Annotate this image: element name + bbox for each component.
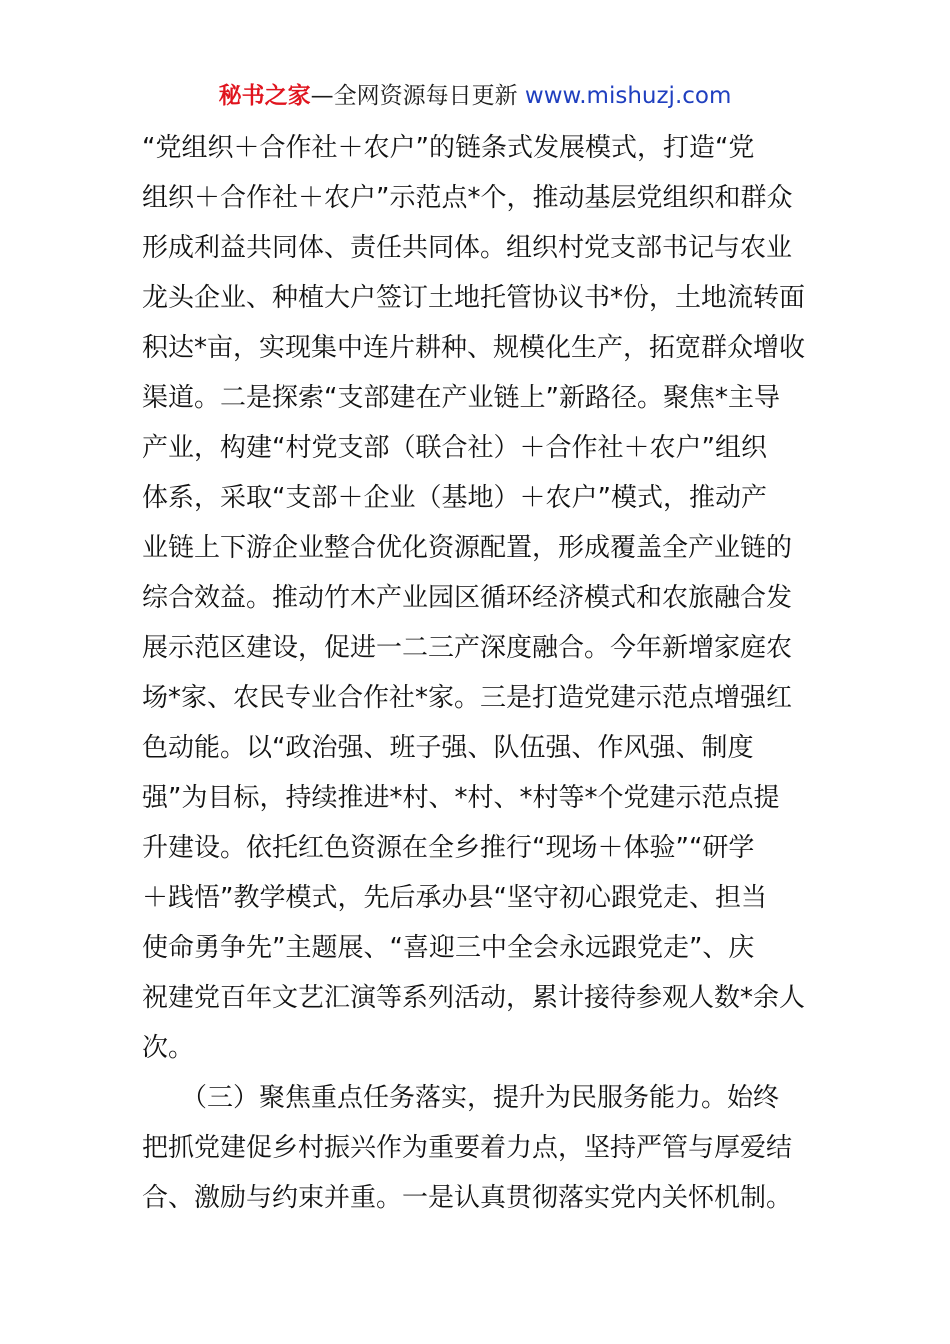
text-line: （三）聚焦重点任务落实，提升为民服务能力。始终 [142, 1083, 780, 1113]
text-line: 产业，构建“村党支部（联合社）＋合作社＋农户”组织 [142, 433, 767, 463]
header-tagline: —全网资源每日更新 [310, 83, 525, 109]
text-line: 强”为目标，持续推进*村、*村、*村等*个党建示范点提 [142, 783, 780, 813]
text-line: 体系，采取“支部＋企业（基地）＋农户”模式，推动产 [142, 483, 767, 513]
text-line: 使命勇争先”主题展、“喜迎三中全会永远跟党走”、庆 [142, 933, 755, 963]
text-line: 升建设。依托红色资源在全乡推行“现场＋体验”“研学 [142, 833, 755, 863]
text-line: “党组织＋合作社＋农户”的链条式发展模式，打造“党 [142, 133, 755, 163]
text-line: 色动能。以“政治强、班子强、队伍强、作风强、制度 [142, 733, 754, 763]
text-line: 把抓党建促乡村振兴作为重要着力点，坚持严管与厚爱结 [142, 1133, 793, 1163]
text-line: 综合效益。推动竹木产业园区循环经济模式和农旅融合发 [142, 583, 793, 613]
text-line: 组织＋合作社＋农户”示范点*个，推动基层党组织和群众 [142, 183, 793, 213]
text-line: 龙头企业、种植大户签订土地托管协议书*份，土地流转面 [142, 283, 806, 313]
text-line: 次。 [142, 1033, 195, 1063]
page-header [0, 80, 950, 112]
document-body [142, 123, 822, 1223]
text-line: 合、激励与约束并重。一是认真贯彻落实党内关怀机制。 [142, 1183, 793, 1213]
text-line: 形成利益共同体、责任共同体。组织村党支部书记与农业 [142, 233, 793, 263]
text-line: 渠道。二是探索“支部建在产业链上”新路径。聚焦*主导 [142, 383, 780, 413]
brand-name: 秘书之家 [218, 83, 311, 109]
site-url[interactable]: www.mishuzj.com [524, 83, 732, 109]
text-line: 场*家、农民专业合作社*家。三是打造党建示范点增强红 [142, 683, 793, 713]
text-line: 展示范区建设，促进一二三产深度融合。今年新增家庭农 [142, 633, 793, 663]
text-line: 积达*亩，实现集中连片耕种、规模化生产，拓宽群众增收 [142, 333, 806, 363]
text-line: 祝建党百年文艺汇演等系列活动，累计接待参观人数*余人 [142, 983, 806, 1013]
text-line: 业链上下游企业整合优化资源配置，形成覆盖全产业链的 [142, 533, 793, 563]
text-line: ＋践悟”教学模式，先后承办县“坚守初心跟党走、担当 [142, 883, 767, 913]
